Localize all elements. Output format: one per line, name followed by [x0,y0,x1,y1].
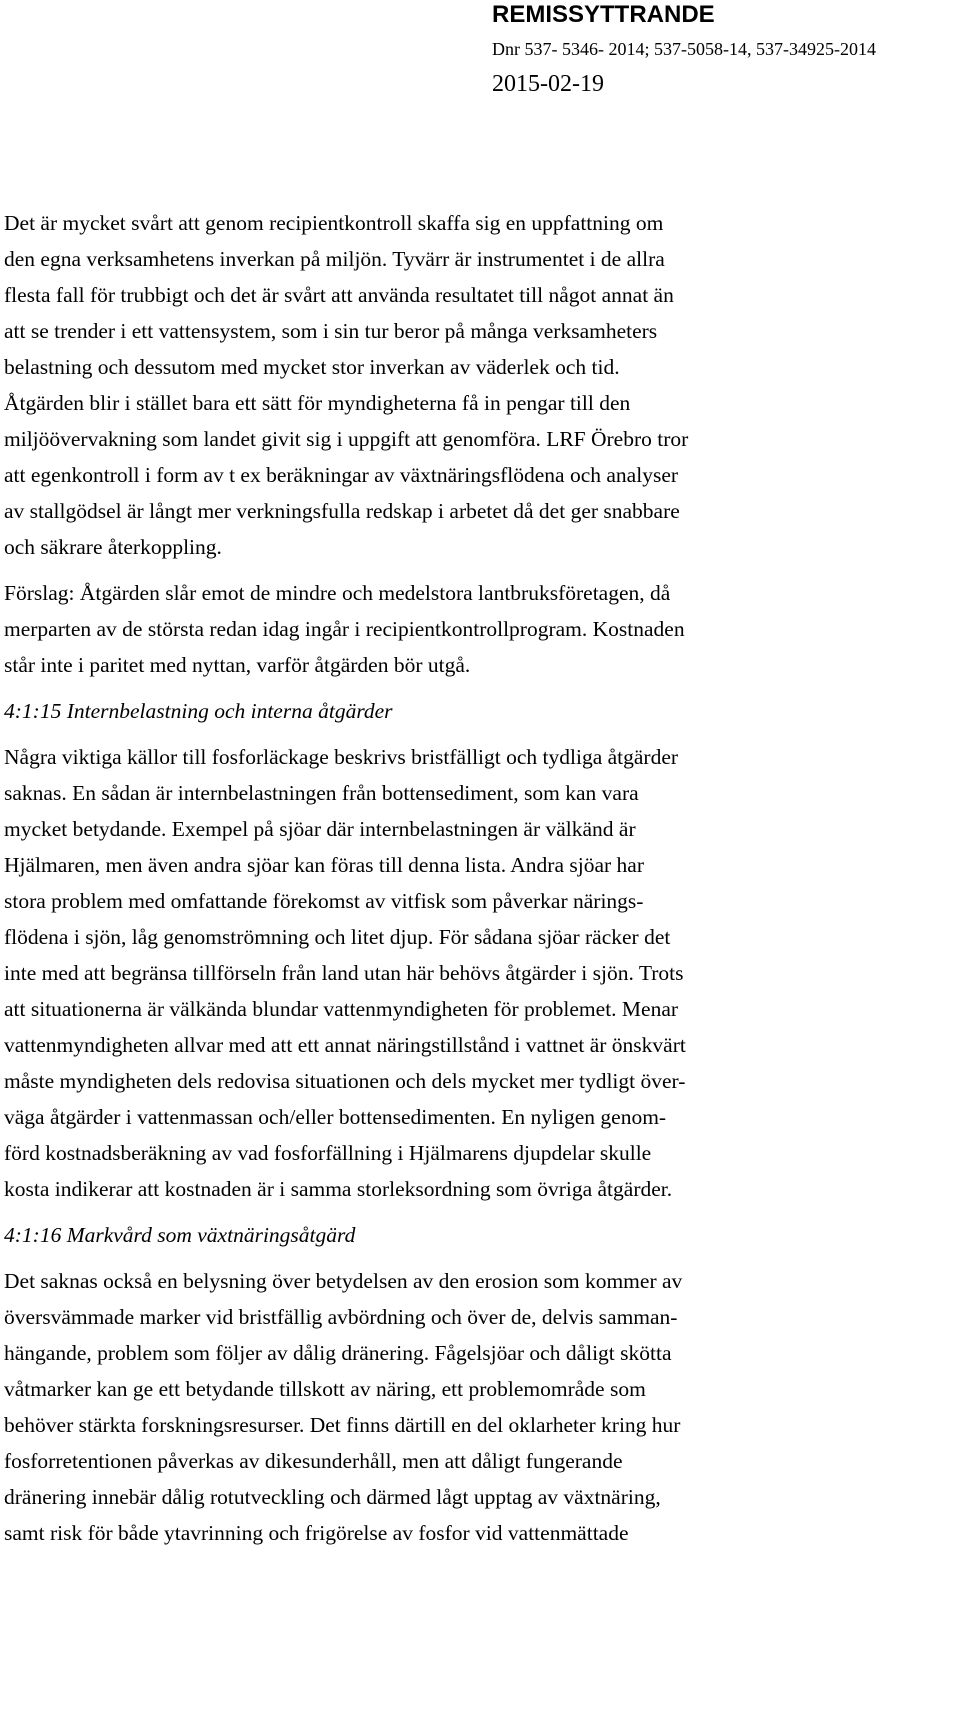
paragraph-proposal [4,575,954,683]
reference-number: Dnr 537- 5346- 2014; 537-5058-14, 537-34925-2014 [492,39,876,59]
spacer [4,683,954,693]
document-header [492,0,952,98]
document-body [4,205,954,1551]
proposal-label: Förslag [4,581,69,605]
document-date: 2015-02-19 [492,71,604,97]
paragraph-internal-load: Några viktiga källor till fosforläckage beskrivs bristfälligt och tydliga åtgärder saknas. En sådan är internbelastningen från bottensediment, som kan vara mycket betydande. Exempel på sjöar där internbelastningen är välkänd är Hjälmaren, men även andra sjöar kan föras till denna lista. Andra sjöar har stora problem med omfattande förekomst av vitfisk som påverkar närings- flödena i sjön, låg genomströmning och litet djup. För sådana sjöar räcker det inte med att begränsa tillförseln från land utan här behövs åtgärder i sjön. Trots att situationerna är välkända blundar vattenmyndigheten för problemet. Menar vattenmyndigheten allvar med att ett annat näringstillstånd i vattnet är önskvärt måste myndigheten dels redovisa situationen och dels mycket mer tydligt över- väga åtgärder i vattenmassan och/eller bottensedimenten. En nyligen genom- förd kostnadsberäkning av vad fosforfällning i Hjälmarens djupdelar skulle kosta indikerar att kostnaden är i samma storleksordning som övriga åtgärder. [4,745,686,1201]
spacer [4,565,954,575]
spacer [4,729,954,739]
paragraph-recipient-control: Det är mycket svårt att genom recipientkontroll skaffa sig en uppfattning om den egna verksamhetens inverkan på miljön. Tyvärr är instrumentet i de allra flesta fall för trubbigt och det är svårt att använda resultatet till något annat än att se trender i ett vattensystem, som i sin tur beror på många verksamheters belastning och dessutom med mycket stor inverkan av väderlek och tid. Åtgärden blir i stället bara ett sätt för myndigheterna få in pengar till den miljöövervakning som landet givit sig i uppgift att genomföra. LRF Örebro tror att egenkontroll i form av t ex beräkningar av växtnäringsflödena och analyser av stallgödsel är långt mer verkningsfulla redskap i arbetet då det ger snabbare och säkrare återkoppling. [4,211,689,559]
proposal-text: : Åtgärden slår emot de mindre och medelstora lantbruksföretagen, då merparten av de största redan idag ingår i recipientkontrollprogram. Kostnaden står inte i paritet med nyttan, varför åtgärden bör utgå. [4,581,685,677]
spacer [4,1253,954,1263]
spacer [4,1207,954,1217]
paragraph-land-care: Det saknas också en belysning över betydelsen av den erosion som kommer av översvämmade marker vid bristfällig avbördning och över de, delvis samman- hängande, problem som följer av dålig dränering. Fågelsjöar och dåligt skötta våtmarker kan ge ett betydande tillskott av näring, ett problemområde som behöver stärkta forskningsresurser. Det finns därtill en del oklarheter kring hur fosforretentionen påverkas av dikesunderhåll, men att dåligt fungerande dränering innebär dålig rotutveckling och därmed lågt upptag av växtnäring, samt risk för både ytavrinning och frigörelse av fosfor vid vattenmättade [4,1269,683,1545]
section-heading-land-care: 4:1:16 Markvård som växtnäringsåtgärd [4,1223,356,1247]
document-title: REMISSYTTRANDE [492,1,715,28]
section-heading-internal-load: 4:1:15 Internbelastning och interna åtgärder [4,699,393,723]
